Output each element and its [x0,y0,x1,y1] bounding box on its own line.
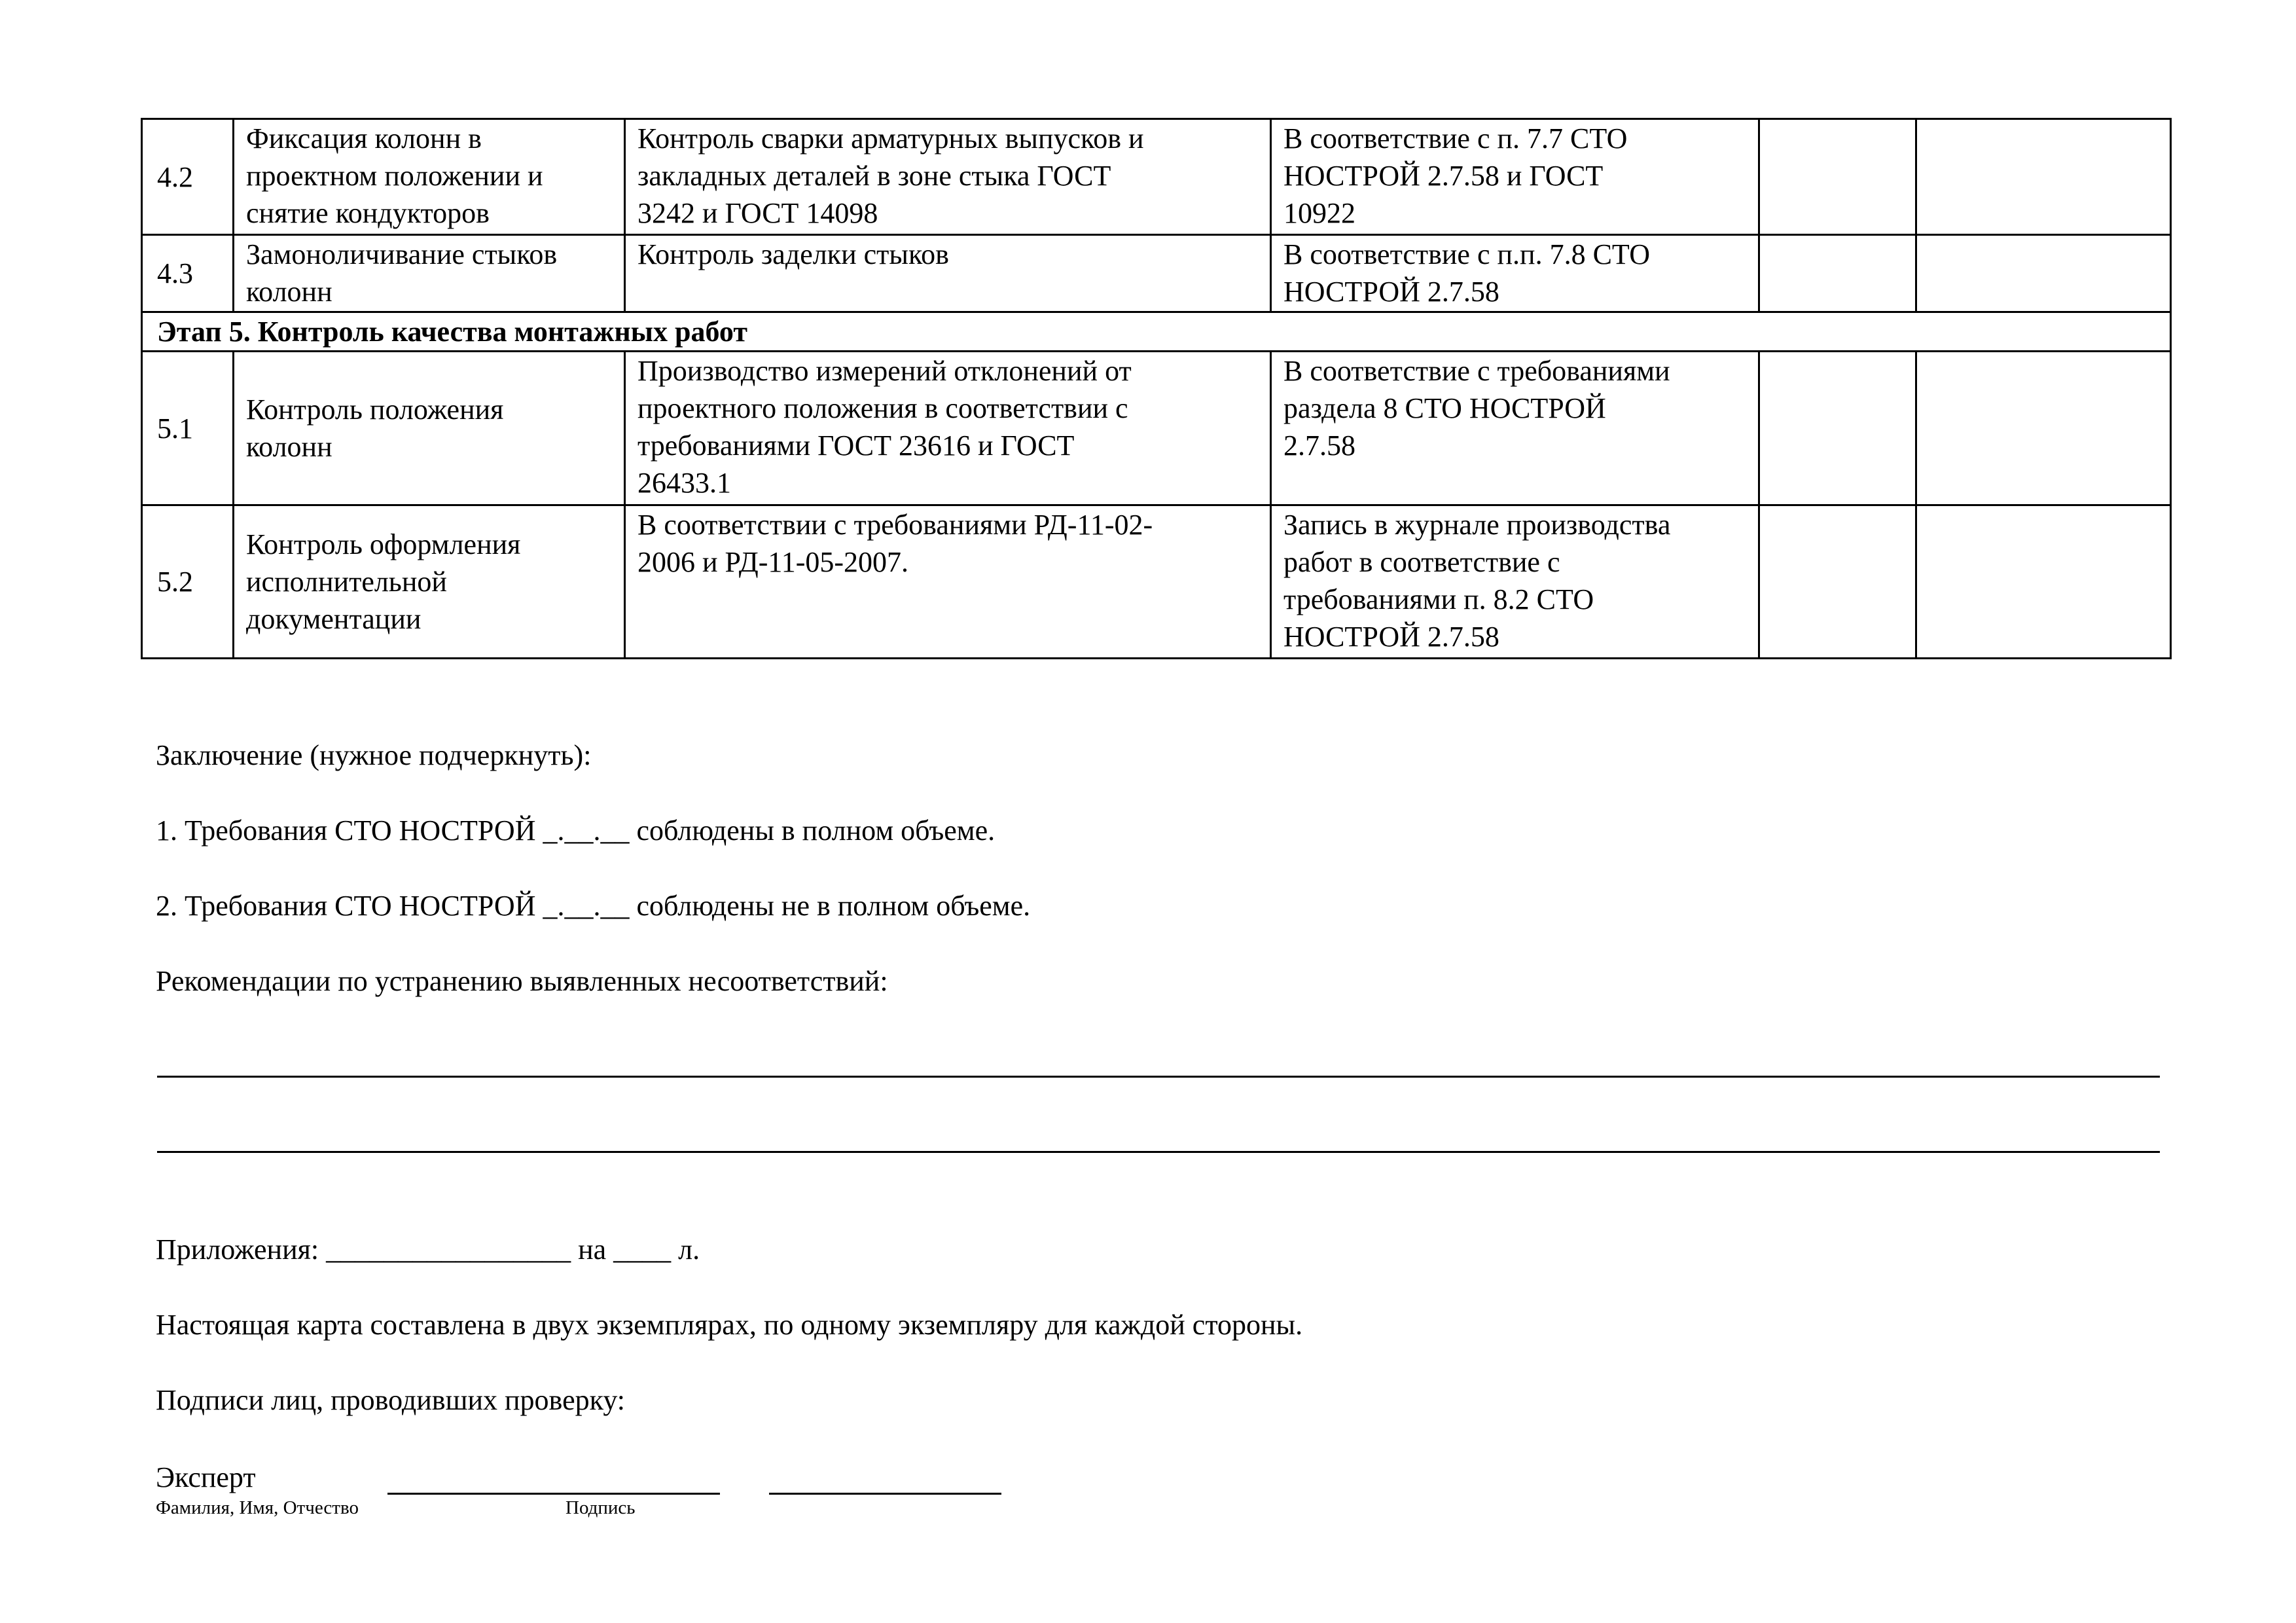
row-number: 4.3 [142,235,234,312]
name-caption: Фамилия, Имя, Отчество [156,1497,359,1518]
cell-line: Фиксация колонн в [246,122,482,155]
result-cell [1759,235,1916,312]
control-cell [625,505,1271,659]
table-row [142,119,2171,235]
cell-line: колонн [246,431,332,463]
recommendations-line-1 [157,1076,2160,1078]
cell-line: требованиями п. 8.2 СТО [1283,583,1594,615]
cell-line: НОСТРОЙ 2.7.58 и ГОСТ [1283,160,1604,192]
result-cell [1759,119,1916,235]
cell-line: НОСТРОЙ 2.7.58 [1283,621,1499,653]
operation-cell [234,119,625,235]
row-number: 5.1 [142,352,234,505]
recommendations-line-2 [157,1151,2160,1153]
conclusion-option-2: 2. Требования СТО НОСТРОЙ _.__.__ соблюдены не в полном объеме. [156,890,1031,922]
cell-line: Контроль оформления [246,528,521,560]
cell-line: раздела 8 СТО НОСТРОЙ [1283,392,1606,424]
table-row [142,235,2171,312]
operation-cell [234,505,625,659]
requirement-cell [1271,352,1759,505]
cell-line: работ в соответствие с [1283,546,1560,578]
cell-line: документации [246,603,422,635]
conclusion-option-1: 1. Требования СТО НОСТРОЙ _.__.__ соблюдены в полном объеме. [156,814,996,847]
cell-line: Замоноличивание стыков [246,238,558,270]
note-cell [1916,235,2171,312]
cell-line: закладных деталей в зоне стыка ГОСТ [637,160,1111,192]
result-cell [1759,505,1916,659]
control-cell [625,352,1271,505]
cell-line: В соответствие с требованиями [1283,355,1670,387]
cell-line: проектном положении и [246,160,543,192]
row-number: 4.2 [142,119,234,235]
copies-note: Настоящая карта составлена в двух экземплярах, по одному экземпляру для каждой стороны. [156,1309,1303,1341]
cell-line: требованиями ГОСТ 23616 и ГОСТ [637,429,1075,462]
expert-label: Эксперт [156,1461,256,1493]
cell-line: Контроль заделки стыков [637,238,949,270]
table-row [142,505,2171,659]
operation-cell [234,235,625,312]
control-cell [625,235,1271,312]
note-cell [1916,352,2171,505]
cell-line: Контроль положения [246,393,504,426]
inspection-table [141,118,2172,659]
cell-line: исполнительной [246,566,447,598]
stage-row [142,312,2171,352]
cell-line: 26433.1 [637,467,731,499]
note-cell [1916,119,2171,235]
result-cell [1759,352,1916,505]
cell-line: колонн [246,276,332,308]
table-row [142,352,2171,505]
conclusion-heading: Заключение (нужное подчеркнуть): [156,739,592,771]
cell-line: снятие кондукторов [246,197,490,229]
requirement-cell [1271,235,1759,312]
recommendations-label: Рекомендации по устранению выявленных несоответствий: [156,965,888,997]
cell-line: Запись в журнале производства [1283,509,1671,541]
cell-line: НОСТРОЙ 2.7.58 [1283,276,1499,308]
note-cell [1916,505,2171,659]
cell-line: 2.7.58 [1283,429,1355,462]
cell-line: 2006 и РД-11-05-2007. [637,546,909,578]
cell-line: 10922 [1283,197,1355,229]
requirement-cell [1271,119,1759,235]
cell-line: В соответствие с п. 7.7 СТО [1283,122,1628,155]
expert-signature-line [769,1493,1001,1495]
cell-line: В соответствие с п.п. 7.8 СТО [1283,238,1650,270]
expert-name-line [387,1493,720,1495]
stage-heading: Этап 5. Контроль качества монтажных работ [142,312,2171,352]
cell-line: проектного положения в соответствии с [637,392,1128,424]
control-cell [625,119,1271,235]
signature-caption: Подпись [565,1497,636,1518]
cell-line: Производство измерений отклонений от [637,355,1132,387]
cell-line: В соответствии с требованиями РД-11-02- [637,509,1153,541]
cell-line: 3242 и ГОСТ 14098 [637,197,878,229]
attachments-line: Приложения: _________________ на ____ л. [156,1233,700,1266]
requirement-cell [1271,505,1759,659]
cell-line: Контроль сварки арматурных выпусков и [637,122,1144,155]
row-number: 5.2 [142,505,234,659]
operation-cell [234,352,625,505]
signatures-heading: Подписи лиц, проводивших проверку: [156,1384,625,1416]
